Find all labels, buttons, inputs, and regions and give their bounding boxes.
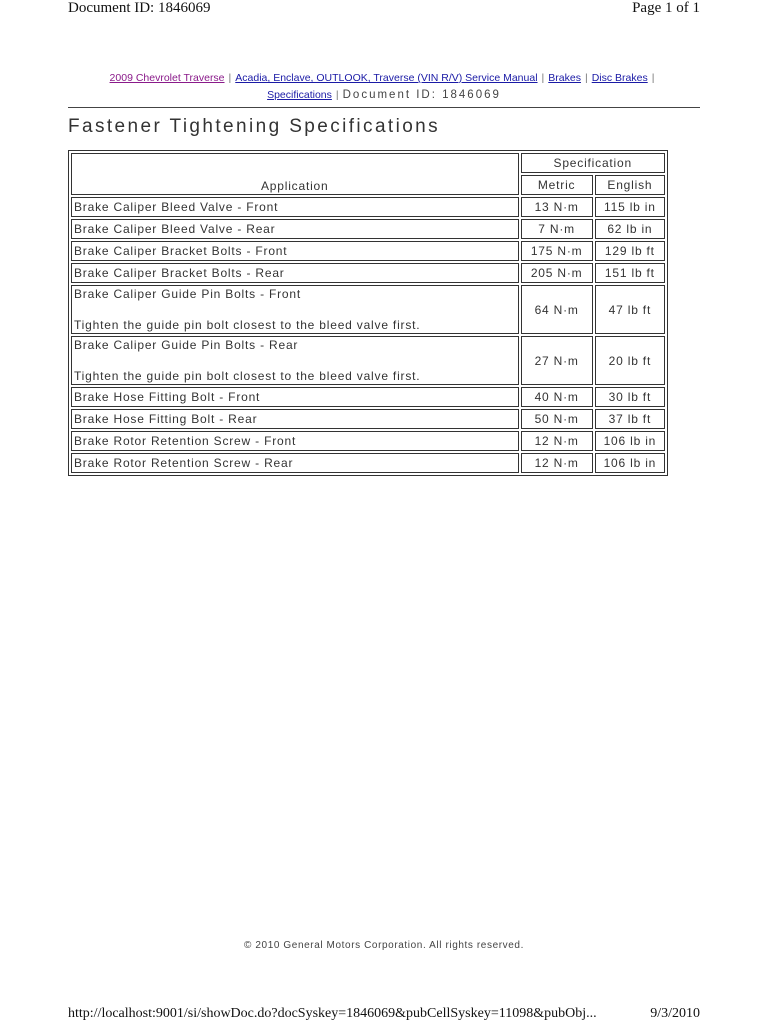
breadcrumb-link-specifications[interactable]: Specifications xyxy=(267,89,332,101)
metric-value: 7 N·m xyxy=(521,219,593,239)
english-value: 115 lb in xyxy=(595,197,665,217)
table-row xyxy=(71,219,665,239)
breadcrumb-separator: | xyxy=(584,72,588,84)
application-name: Brake Caliper Bleed Valve - Front xyxy=(74,200,279,214)
application-name: Brake Caliper Bleed Valve - Rear xyxy=(74,222,276,236)
table-row xyxy=(71,387,665,407)
english-value: 62 lb in xyxy=(595,219,665,239)
table-row xyxy=(71,241,665,261)
application-cell xyxy=(71,409,519,429)
application-cell xyxy=(71,219,519,239)
metric-value: 13 N·m xyxy=(521,197,593,217)
metric-value: 12 N·m xyxy=(521,431,593,451)
table-row xyxy=(71,409,665,429)
application-cell xyxy=(71,453,519,473)
breadcrumb-link-service-manual[interactable]: Acadia, Enclave, OUTLOOK, Traverse (VIN R/V) Service Manual xyxy=(235,72,538,84)
application-cell xyxy=(71,285,519,334)
application-name: Brake Hose Fitting Bolt - Rear xyxy=(74,412,258,426)
breadcrumb-document-id: Document ID: 1846069 xyxy=(342,89,501,101)
english-value: 37 lb ft xyxy=(595,409,665,429)
application-name: Brake Rotor Retention Screw - Front xyxy=(74,434,297,448)
application-header: Application xyxy=(71,153,519,195)
breadcrumb-link-disc-brakes[interactable]: Disc Brakes xyxy=(591,72,648,84)
table-row xyxy=(71,197,665,217)
breadcrumb xyxy=(68,70,700,104)
breadcrumb-separator: | xyxy=(335,89,339,101)
specification-table xyxy=(68,150,668,476)
english-value: 47 lb ft xyxy=(595,285,665,334)
application-cell xyxy=(71,387,519,407)
metric-value: 27 N·m xyxy=(521,336,593,385)
metric-value: 50 N·m xyxy=(521,409,593,429)
application-cell xyxy=(71,241,519,261)
metric-value: 64 N·m xyxy=(521,285,593,334)
specification-table-body xyxy=(71,197,665,473)
breadcrumb-link-vehicle[interactable]: 2009 Chevrolet Traverse xyxy=(109,72,225,84)
application-name: Brake Hose Fitting Bolt - Front xyxy=(74,390,261,404)
table-row xyxy=(71,453,665,473)
application-cell xyxy=(71,431,519,451)
application-note: Tighten the guide pin bolt closest to the bleed valve first. xyxy=(74,318,421,332)
table-row xyxy=(71,285,665,334)
print-date: 9/3/2010 xyxy=(650,1006,700,1021)
english-value: 151 lb ft xyxy=(595,263,665,283)
header-divider xyxy=(68,107,700,108)
breadcrumb-separator: | xyxy=(651,72,655,84)
english-header: English xyxy=(595,175,665,195)
application-name: Brake Caliper Bracket Bolts - Rear xyxy=(74,266,285,280)
application-name: Brake Caliper Bracket Bolts - Front xyxy=(74,244,288,258)
metric-header: Metric xyxy=(521,175,593,195)
metric-value: 12 N·m xyxy=(521,453,593,473)
english-value: 106 lb in xyxy=(595,431,665,451)
table-row xyxy=(71,431,665,451)
table-row xyxy=(71,336,665,385)
breadcrumb-link-brakes[interactable]: Brakes xyxy=(548,72,581,84)
print-url: http://localhost:9001/si/showDoc.do?docSyskey=1846069&pubCellSyskey=11098&pubObj... xyxy=(68,1006,597,1021)
print-header xyxy=(68,0,700,20)
application-name: Brake Caliper Guide Pin Bolts - Front xyxy=(74,287,302,301)
breadcrumb-separator: | xyxy=(228,72,232,84)
application-cell xyxy=(71,263,519,283)
breadcrumb-separator: | xyxy=(541,72,545,84)
metric-value: 40 N·m xyxy=(521,387,593,407)
metric-value: 175 N·m xyxy=(521,241,593,261)
english-value: 129 lb ft xyxy=(595,241,665,261)
print-document-id: Document ID: 1846069 xyxy=(68,0,211,16)
application-name: Brake Caliper Guide Pin Bolts - Rear xyxy=(74,338,299,352)
page-title: Fastener Tightening Specifications xyxy=(68,116,441,137)
application-name: Brake Rotor Retention Screw - Rear xyxy=(74,456,294,470)
table-row xyxy=(71,263,665,283)
print-page-number: Page 1 of 1 xyxy=(632,0,700,16)
metric-value: 205 N·m xyxy=(521,263,593,283)
english-value: 106 lb in xyxy=(595,453,665,473)
application-cell xyxy=(71,336,519,385)
copyright-footer: © 2010 General Motors Corporation. All rights reserved. xyxy=(244,940,524,951)
application-note: Tighten the guide pin bolt closest to the bleed valve first. xyxy=(74,369,421,383)
english-value: 20 lb ft xyxy=(595,336,665,385)
application-cell xyxy=(71,197,519,217)
specification-header: Specification xyxy=(521,153,665,173)
english-value: 30 lb ft xyxy=(595,387,665,407)
